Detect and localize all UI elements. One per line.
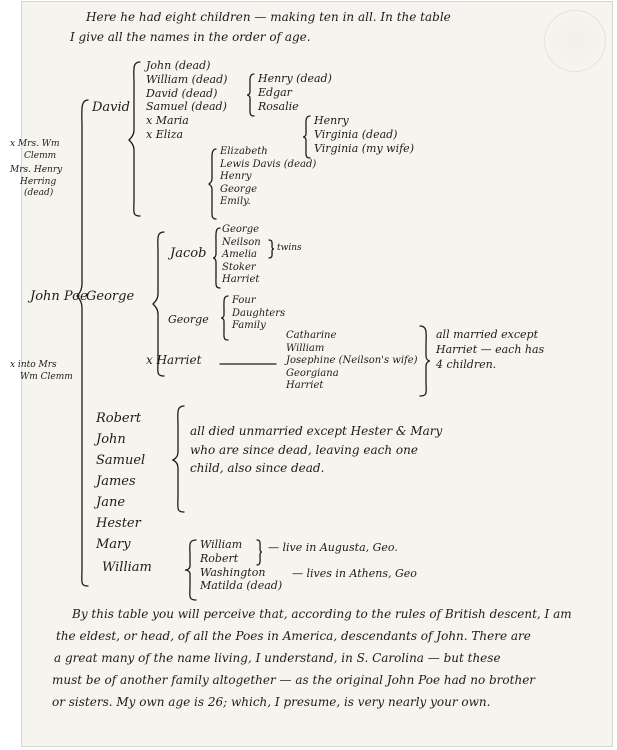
maria-child-henry: Henry [314,114,349,127]
intro-line-1: Here he had eight children — making ten in all. In the table [86,10,451,24]
margin-note-3-line-1: x into Mrs [10,360,57,370]
jacob-child-stoker: Stoker [222,261,256,273]
jacob-bracket [212,226,222,290]
david-jr-bracket [246,72,256,118]
others-note-line-2: who are since dead, leaving each one [190,442,418,457]
jacob-name: Jacob [170,246,207,261]
margin-note-1-line-1: x Mrs. Wm [10,139,60,149]
intro-line-2: I give all the names in the order of age. [70,30,311,44]
david-child-john: John (dead) [146,59,211,72]
closing-line-3: a great many of the name living, I understand, in S. Carolina — but these [54,651,501,665]
harriet-child-georgiana: Georgiana [286,367,339,379]
harriet-child-josephine: Josephine (Neilson's wife) [286,355,418,366]
william-child-robert: Robert [200,551,239,565]
letter-page [10,2,612,746]
embossed-seal [544,10,606,72]
harriet-line [218,362,278,366]
closing-line-4: must be of another family altogether — as the original John Poe had no brother [52,673,536,687]
david-child-samuel: Samuel (dead) [146,100,227,114]
other-child-samuel: Samuel [96,453,146,468]
maria-child-virginia-wife: Virginia (my wife) [314,141,414,155]
eliza-children-list [220,146,316,209]
george-name: George [86,289,135,304]
closing-line-5: or sisters. My own age is 26; which, I presume, is very nearly your own. [52,695,491,709]
other-child-john: John [96,432,126,447]
root-bracket [76,98,90,588]
harriet-child-william: William [286,342,325,354]
other-child-james: James [96,474,136,489]
eliza-child-elizabeth: Elizabeth [220,146,268,157]
others-note-line-3: child, also since dead. [190,461,325,476]
margin-note-2-line-2: Herring [20,176,57,187]
margin-note-2-line-1: Mrs. Henry [10,165,63,175]
margin-note-1 [10,139,60,162]
david-jr-child-rosalie: Rosalie [258,99,299,113]
david-jr-child-henry: Henry (dead) [258,72,332,85]
david-children-list [146,59,227,142]
william-child-washington: Washington [200,565,266,579]
harriet-child-harriet: Harriet [286,380,324,391]
others-bracket [172,404,186,516]
eliza-child-henry: Henry [220,171,252,182]
harriet-name: x Harriet [146,353,202,367]
david-child-william: William (dead) [146,72,228,86]
margin-note-2-line-3: (dead) [24,188,54,199]
david-name: David [92,100,130,115]
eliza-bracket [208,147,218,221]
other-child-hester: Hester [96,516,141,531]
william-child-matilda: Matilda (dead) [200,579,283,593]
other-child-robert: Robert [96,411,142,426]
william-note: — live in Augusta, Geo. [268,541,398,554]
other-child-jane: Jane [96,495,126,510]
margin-note-2 [10,165,62,200]
william-robert-bracket [256,538,264,568]
george-jr-daughters: Daughters [232,307,286,319]
twins-bracket [268,238,276,260]
jacob-child-amelia: Amelia [222,249,257,260]
george-jr-family: Family [232,320,266,331]
harriet-note-line-1: all married except [436,328,539,341]
harriet-children-list [286,330,418,393]
david-bracket [128,60,142,218]
washington-note: — lives in Athens, Geo [292,567,417,580]
eliza-child-emily: Emily. [220,196,251,207]
david-jr-child-edgar: Edgar [258,85,292,99]
william-child-william: William [200,538,243,551]
margin-note-3-line-2: Wm Clemm [20,371,73,382]
william-bracket [184,538,198,602]
jacob-child-harriet: Harriet [222,274,260,285]
other-children-list [96,408,145,555]
closing-line-1: By this table you will perceive that, according to the rules of British descent, I am [72,607,572,621]
harriet-note-line-2: Harriet — each has [436,342,545,356]
david-child-maria: x Maria [146,114,189,127]
david-child-david: David (dead) [146,86,218,100]
harriet-note [436,328,544,373]
harriet-note-line-3: 4 children. [436,357,497,371]
closing-line-2: the eldest, or head, of all the Poes in America, descendants of John. There are [56,629,531,643]
maria-children-list [314,114,414,155]
others-note-line-1: all died unmarried except Hester & Mary [190,424,443,438]
jacob-child-neilson: Neilson [222,236,261,248]
maria-child-virginia-dead: Virginia (dead) [314,127,398,141]
george-jr-four: Four [232,295,256,306]
eliza-child-lewis-davis: Lewis Davis (dead) [220,158,317,170]
jacob-children-list [222,224,261,287]
william-name: William [102,560,152,575]
margin-note-1-line-2: Clemm [24,150,57,161]
jacob-child-george: George [222,224,260,235]
root-john-poe: John Poe [30,289,88,304]
david-child-eliza: x Eliza [146,127,184,141]
twins-note: twins [277,243,302,253]
other-child-mary: Mary [96,537,131,552]
harriet-child-catharine: Catharine [286,330,337,341]
harriet-note-bracket [418,324,432,398]
margin-note-3 [10,360,73,383]
david-jr-children-list [258,72,332,113]
george-jr-name: George [168,313,209,326]
others-note [190,422,442,478]
george-jr-children-list [232,295,285,333]
george-jr-bracket [220,294,230,342]
eliza-child-george: George [220,183,258,195]
